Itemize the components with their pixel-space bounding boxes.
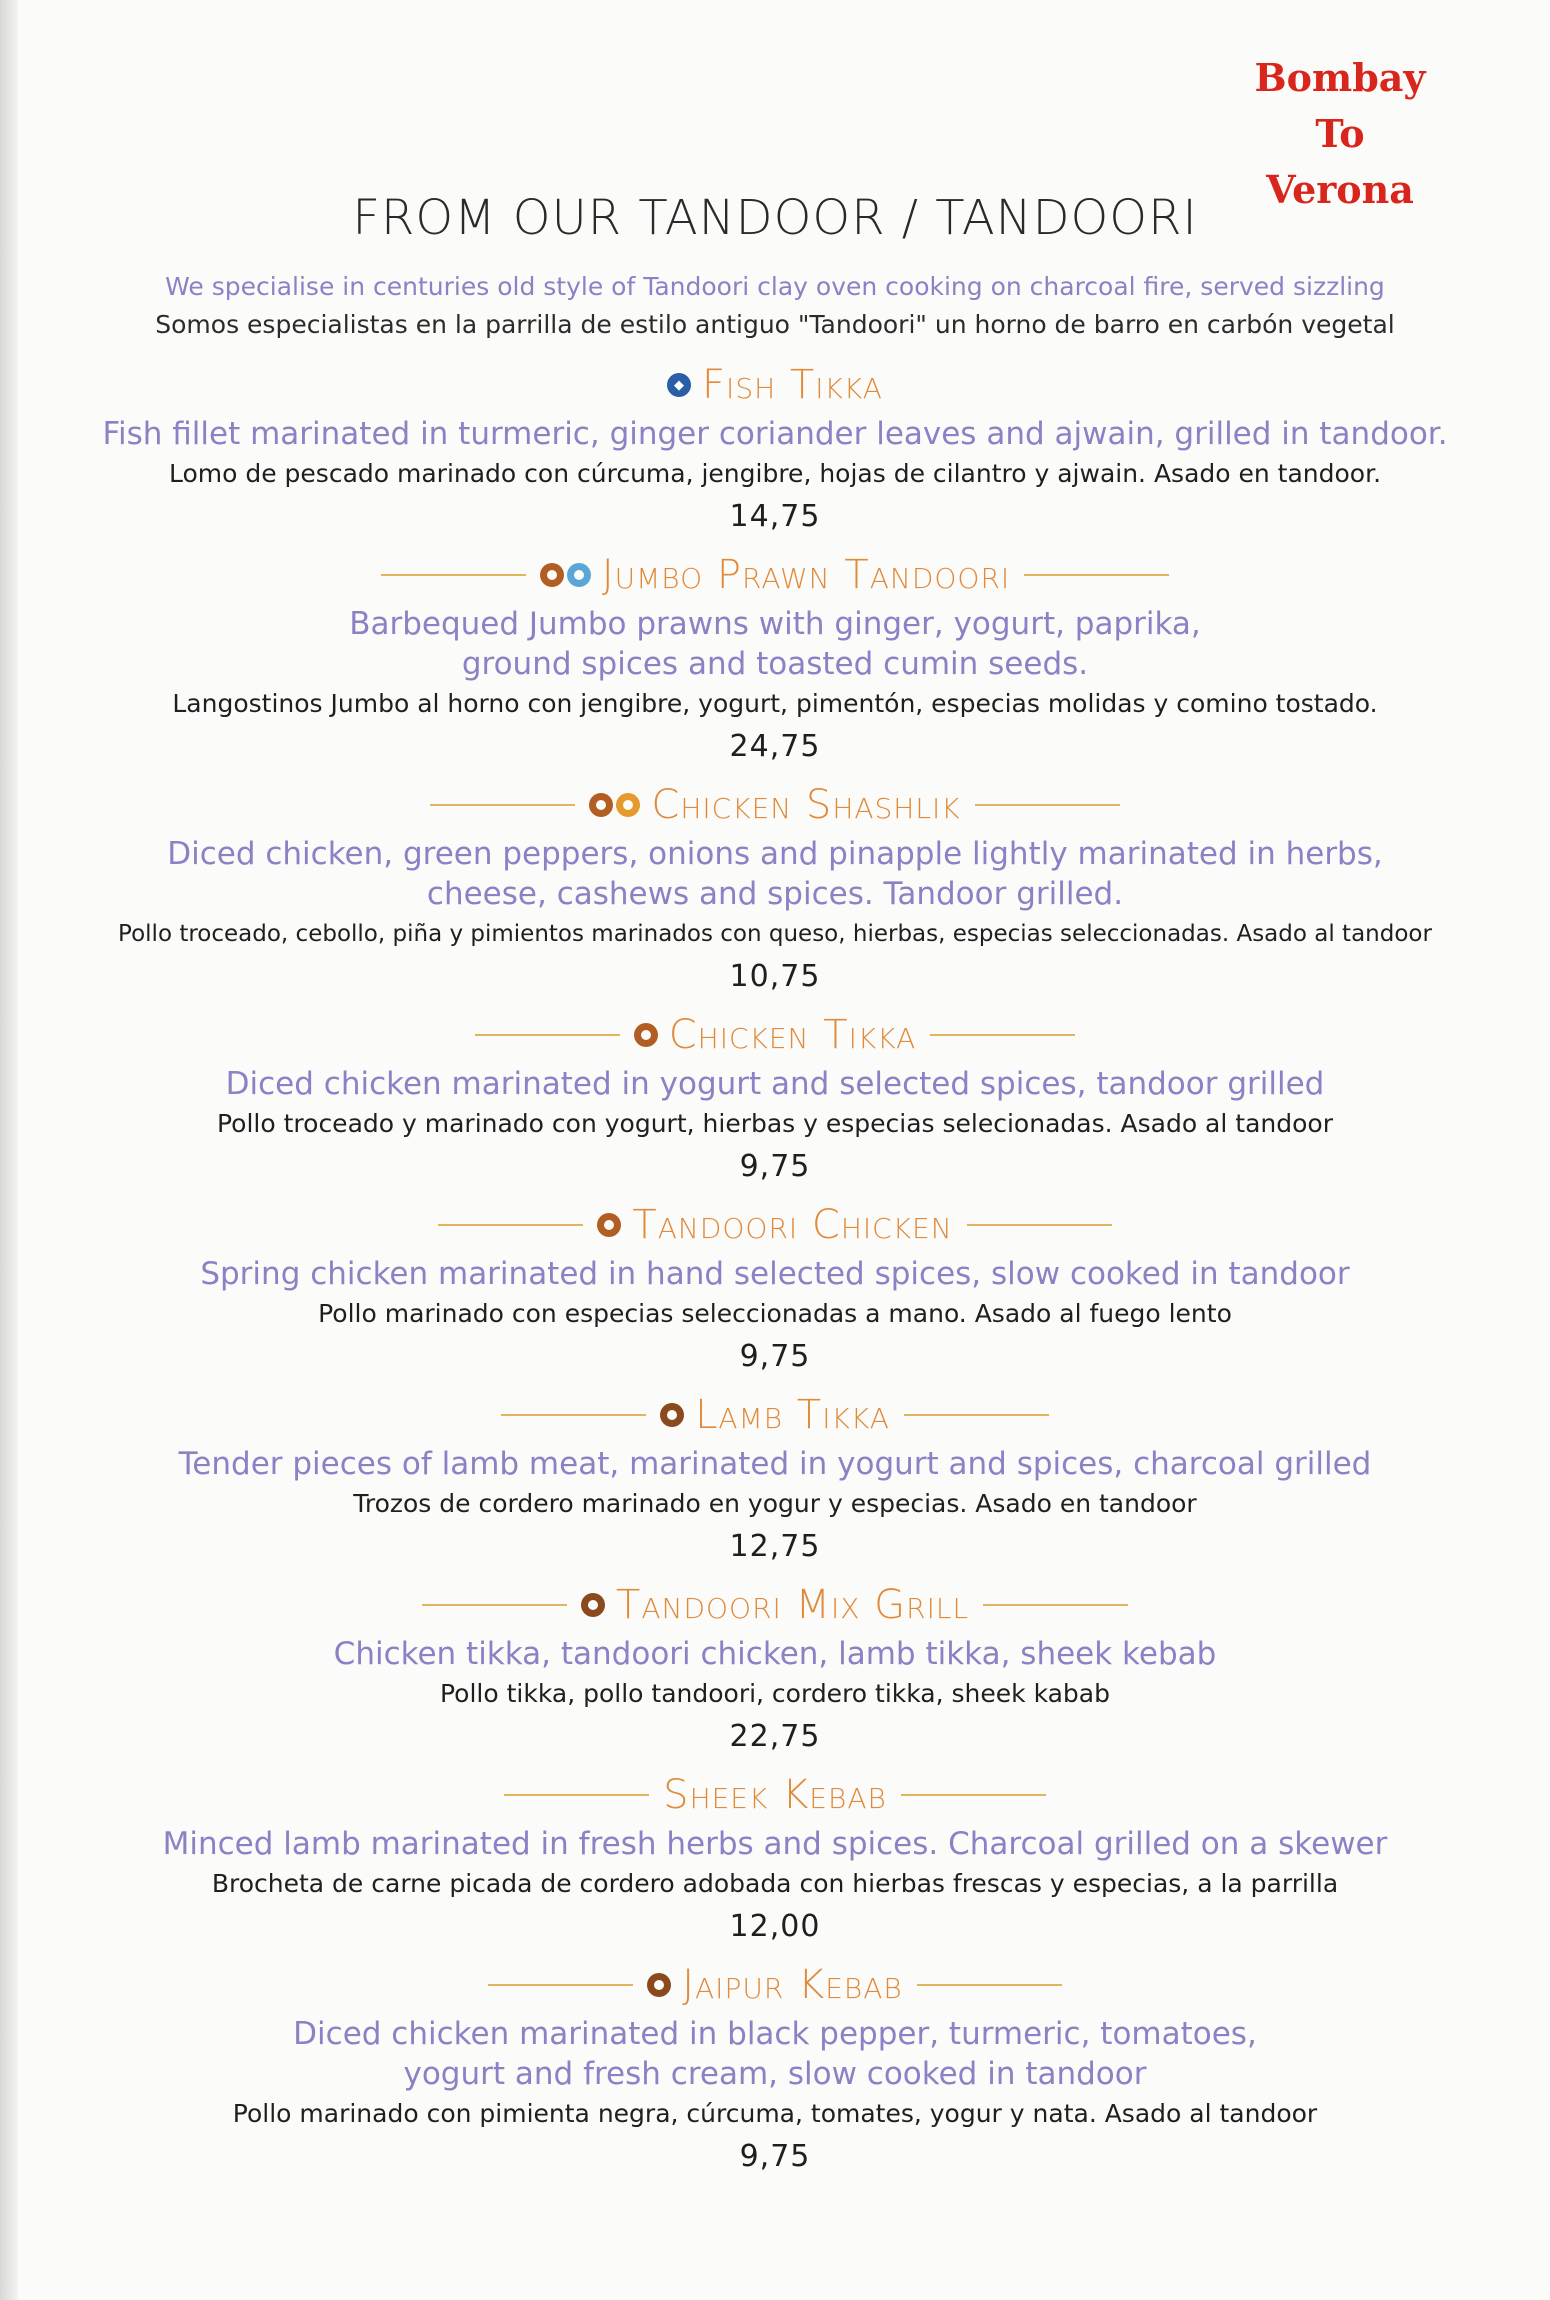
item-description-spanish: Brocheta de carne picada de cordero adobada con hierbas frescas y especias, a la parrilla [211,1869,1339,1898]
divider-right [967,1224,1112,1226]
item-price: 9,75 [739,1149,811,1184]
item-description-english: Diced chicken marinated in black pepper, turmeric, tomatoes, yogurt and fresh cream, slow cooked in tandoor [293,2016,1257,2092]
nut-icon [660,1403,684,1427]
nut-icon [647,1973,671,1997]
divider-left [438,1224,583,1226]
nut-icon [581,1593,605,1617]
divider-right [901,1794,1046,1796]
item-price: 10,75 [729,959,821,994]
item-description-english: Spring chicken marinated in hand selected spices, slow cooked in tandoor [200,1256,1350,1292]
menu-item-fish-tikka [40,356,1510,540]
item-icons [634,1023,661,1047]
section-intro-english: We specialise in centuries old style of Tandoori clay oven cooking on charcoal fire, served sizzling [165,272,1385,301]
menu-item-sheek-kebab [40,1766,1510,1950]
item-heading [40,546,1510,604]
logo-line-3: Verona [1266,167,1414,212]
item-price: 9,75 [739,1339,811,1374]
chilli-icon [540,563,564,587]
item-description-spanish: Lomo de pescado marinado con cúrcuma, jengibre, hojas de cilantro y ajwain. Asado en tandoor. [168,459,1382,488]
item-name: Jaipur Kebab [682,1962,903,2008]
menu-item-chicken-tikka [40,1006,1510,1190]
chilli-icon [597,1213,621,1237]
menu-section [40,190,1510,2180]
divider-right [983,1604,1128,1606]
section-title: FROM OUR TANDOOR / TANDOORI [352,190,1198,246]
chilli-icon [589,793,613,817]
section-intro-spanish: Somos especialistas en la parrilla de estilo antiguo "Tandoori" un horno de barro en carbón vegetal [155,310,1395,339]
item-description-spanish: Pollo marinado con especias seleccionadas a mano. Asado al fuego lento [318,1299,1232,1328]
item-name: Tandoori Mix Grill [615,1582,970,1628]
menu-item-jumbo-prawn-tandoori [40,546,1510,770]
item-price: 9,75 [739,2139,811,2174]
item-icons [660,1403,687,1427]
menu-item-tandoori-mix-grill [40,1576,1510,1760]
divider-left [504,1794,649,1796]
item-name: Jumbo Prawn Tandoori [601,552,1011,598]
item-icons [589,793,643,817]
item-description-english: Minced lamb marinated in fresh herbs and spices. Charcoal grilled on a skewer [162,1826,1388,1862]
fish-icon: ◆ [667,373,691,397]
item-name: Fish Tikka [702,362,883,408]
item-icons [581,1593,608,1617]
item-description-spanish: Pollo troceado y marinado con yogurt, hierbas y especias selecionadas. Asado al tandoor [217,1109,1333,1138]
item-heading [40,1576,1510,1634]
divider-right [930,1034,1075,1036]
item-price: 12,00 [729,1909,821,1944]
item-heading [40,1956,1510,2014]
menu-item-chicken-shashlik [40,776,1510,1000]
divider-right [975,804,1120,806]
item-heading [40,776,1510,834]
item-price: 22,75 [729,1719,821,1754]
item-description-spanish: Pollo tikka, pollo tandoori, cordero tikka, sheek kabab [440,1679,1110,1708]
divider-left [430,804,575,806]
chilli-icon [634,1023,658,1047]
item-heading [40,1766,1510,1824]
item-description-english: Barbequed Jumbo prawns with ginger, yogurt, paprika, ground spices and toasted cumin seeds. [349,606,1201,682]
divider-right [917,1984,1062,1986]
item-description-english: Diced chicken marinated in yogurt and selected spices, tandoor grilled [225,1066,1325,1102]
item-price: 24,75 [729,729,821,764]
logo-line-1: Bombay [1254,55,1426,100]
item-icons [647,1973,674,1997]
item-name: Chicken Shashlik [651,782,961,828]
cheese-icon [616,793,640,817]
item-description-spanish: Pollo troceado, cebollo, piña y pimientos marinados con queso, hierbas, especias seleccionadas. Asado al tandoor [118,921,1432,947]
item-heading [40,1006,1510,1064]
divider-left [501,1414,646,1416]
item-description-english: Fish fillet marinated in turmeric, ginger coriander leaves and ajwain, grilled in tandoor. [102,416,1448,452]
item-heading [40,1196,1510,1254]
item-description-english: Diced chicken, green peppers, onions and pinapple lightly marinated in herbs, cheese, cashews and spices. Tandoor grilled. [167,836,1383,912]
item-description-spanish: Pollo marinado con pimienta negra, cúrcuma, tomates, yogur y nata. Asado al tandoor [232,2099,1318,2128]
menu-item-tandoori-chicken [40,1196,1510,1380]
prawn-icon [567,563,591,587]
item-heading [40,356,1510,414]
item-icons [597,1213,624,1237]
item-icons [540,563,594,587]
divider-right [1024,574,1169,576]
item-name: Lamb Tikka [695,1392,890,1438]
item-price: 14,75 [729,499,821,534]
menu-item-jaipur-kebab [40,1956,1510,2180]
divider-left [381,574,526,576]
menu-item-lamb-tikka [40,1386,1510,1570]
item-icons [667,373,694,397]
item-price: 12,75 [729,1529,821,1564]
divider-left [422,1604,567,1606]
item-heading [40,1386,1510,1444]
logo-line-2: To [1315,111,1365,156]
page-edge [0,0,18,2300]
item-description-spanish: Langostinos Jumbo al horno con jengibre, yogurt, pimentón, especias molidas y comino tostado. [172,689,1378,718]
item-description-english: Tender pieces of lamb meat, marinated in yogurt and spices, charcoal grilled [178,1446,1372,1482]
item-description-english: Chicken tikka, tandoori chicken, lamb tikka, sheek kebab [333,1636,1217,1672]
divider-left [488,1984,633,1986]
divider-left [475,1034,620,1036]
item-name: Sheek Kebab [663,1772,887,1818]
item-name: Tandoori Chicken [632,1202,953,1248]
item-name: Chicken Tikka [668,1012,917,1058]
item-description-spanish: Trozos de cordero marinado en yogur y especias. Asado en tandoor [353,1489,1197,1518]
divider-right [904,1414,1049,1416]
